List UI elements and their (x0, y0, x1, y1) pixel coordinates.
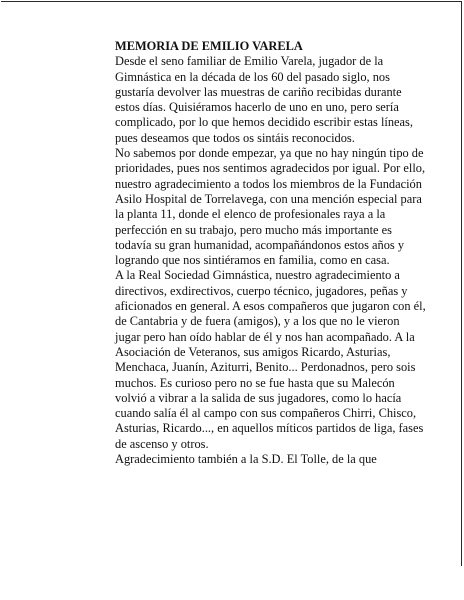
page-border-top (1, 1, 462, 2)
paragraph: Agradecimiento también a la S.D. El Tolle, de la que (115, 452, 377, 467)
paragraph: Desde el seno familiar de Emilio Varela, jugador de la Gimnástica en la década de los 60 del pasado siglo, nos gustaría devolver las muestras de cariño recibidas durante estos días. Quisiéramos hacerlo de uno en uno, pero sería complicado, por lo que hemos decidido escribir estas líneas, pues deseamos que todos os sintáis reconocidos. (115, 54, 413, 145)
article-body (115, 39, 427, 467)
paragraph: No sabemos por donde empezar, ya que no hay ningún tipo de prioridades, pues nos sentimos agradecidos por igual. Por ello, nuestro agradecimiento a todos los miembros de la Fundación Asilo Hospital de Torrelavega, con una mención especial para la planta 11, donde el elenco de profesionales raya a la perfección en su trabajo, pero mucho más importante es todavía su gran humanidad, acompañándonos estos años y logrando que nos sintiéramos en familia, como en casa. (115, 146, 426, 268)
paragraph: A la Real Sociedad Gimnástica, nuestro agradecimiento a directivos, exdirectivos, cuerpo técnico, jugadores, peñas y aficionados en general. A esos compañeros que jugaron con él, de Cantabria y de fuera (amigos), y a los que no le vieron jugar pero han oído hablar de él y nos han acompañado. A la Asociación de Veteranos, sus amigos Ricardo, Asturias, Menchaca, Juanín, Aziturri, Benito... Perdonadnos, pero sois muchos. Es curioso pero no se fue hasta que su Malecón volvió a vibrar a la salida de sus jugadores, como lo hacía cuando salía él al campo con sus compañeros Chirri, Chisco, Asturias, Ricardo..., en aquellos míticos partidos de liga, fases de ascenso y otros. (115, 268, 426, 451)
page-border-right (461, 1, 462, 566)
article-title: MEMORIA DE EMILIO VARELA (115, 39, 303, 53)
